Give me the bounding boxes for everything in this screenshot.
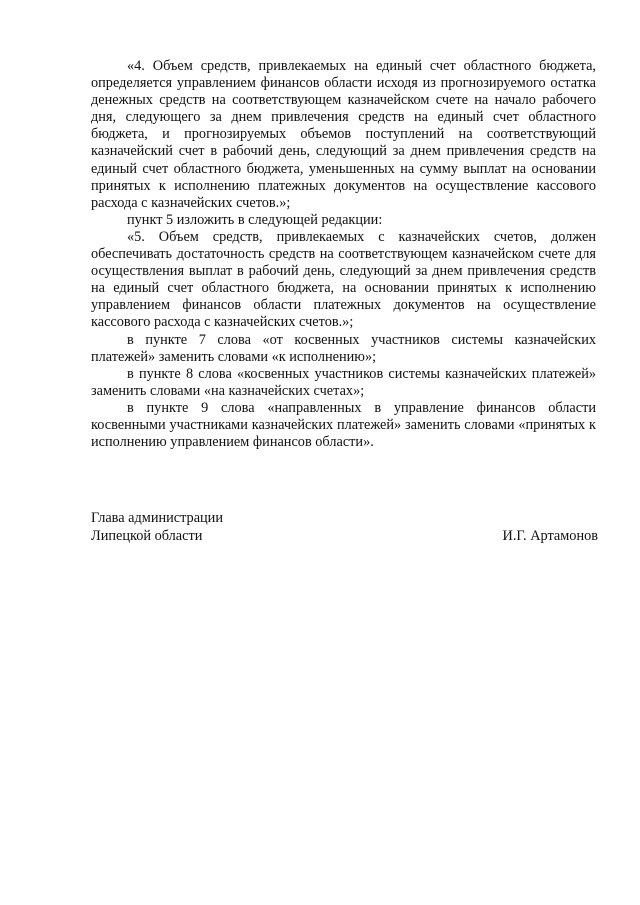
paragraph-item-4: «4. Объем средств, привлекаемых на единый счет областного бюджета, определяется управлением финансов области исходя из прогнозируемого остатка денежных средств на соответствующем казначейском счете на начало рабочего дня, следующего за днем привлечения средств на единый счет областного бюджета, и прогнозируемых объемов поступлений на соответствующий казначейский счет в рабочий день, следующий за днем привлечения средств на единый счет областного бюджета, уменьшенных на сумму выплат на основании принятых к исполнению платежных документов на осуществление кассового расхода с казначейских счетов.»; xyxy=(91,58,596,211)
paragraph-point-9: в пункте 9 слова «направленных в управление финансов области косвенными участниками казначейских платежей» заменить словами «принятых к исполнению управлением финансов области». xyxy=(91,399,596,451)
signature-block xyxy=(91,510,598,545)
signatory-name: И.Г. Артамонов xyxy=(502,527,598,544)
paragraph-point-8: в пункте 8 слова «косвенных участников системы казначейских платежей» заменить словами «на казначейских счетах»; xyxy=(91,365,596,399)
paragraph-point-7: в пункте 7 слова «от косвенных участников системы казначейских платежей» заменить словами «к исполнению»; xyxy=(91,331,596,365)
signatory-title-line-1: Глава администрации xyxy=(91,510,223,526)
signature-row xyxy=(91,528,598,546)
paragraph-point-5-intro: пункт 5 изложить в следующей редакции: xyxy=(127,211,383,228)
document-body xyxy=(91,58,596,451)
paragraph-item-5: «5. Объем средств, привлекаемых с казначейских счетов, должен обеспечивать достаточность средств на соответствующем казначейском счете для осуществления выплат в рабочий день, следующий за днем привлечения средств на единый счет областного бюджета, на основании принятых к исполнению управлением финансов области платежных документов на осуществление кассового расхода с казначейских счетов.»; xyxy=(91,228,596,331)
signatory-title-line-2: Липецкой области xyxy=(91,527,203,544)
